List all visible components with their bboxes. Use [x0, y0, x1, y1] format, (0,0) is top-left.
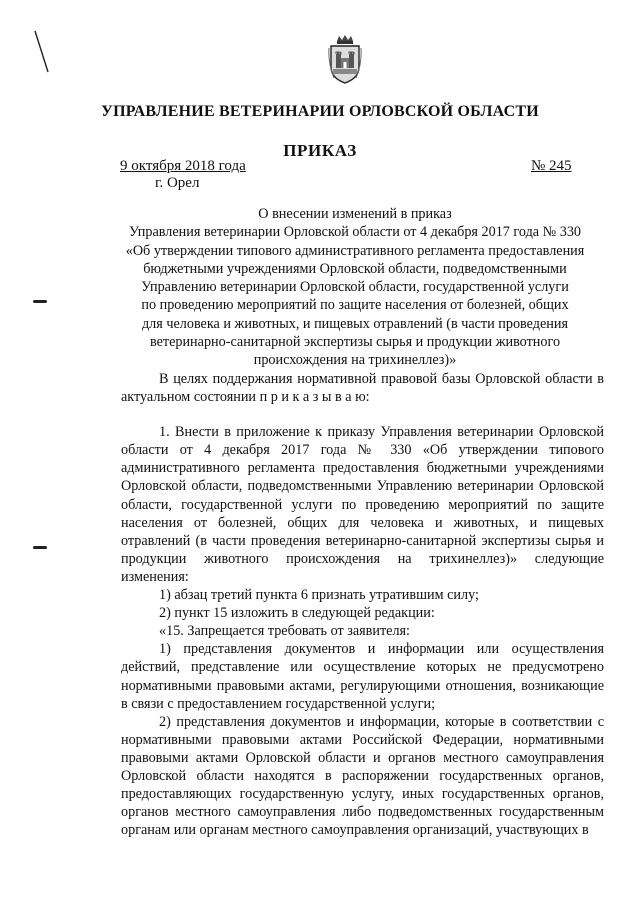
preamble-paragraph: В целях поддержания нормативной правовой базы Орловской области в актуальном состоянии п р и к а з ы в а ю: [121, 371, 604, 406]
subject-line: по проведению мероприятий по защите населения от болезней, общих [141, 297, 569, 314]
scan-mark-dash [33, 300, 47, 303]
document-subject [105, 205, 605, 370]
body-paragraph: 1) абзац третий пункта 6 признать утратившим силу; [159, 587, 479, 604]
subject-line: Управления ветеринарии Орловской области от 4 декабря 2017 года № 330 [128, 224, 582, 241]
document-number: № 245 [531, 158, 572, 174]
document-type: ПРИКАЗ [283, 141, 357, 160]
body-paragraph: 2) пункт 15 изложить в следующей редакции: [159, 605, 435, 622]
subject-line: «Об утверждении типового административного регламента предоставления [125, 242, 585, 259]
body-paragraph: 1) представления документов и информации или осуществления действий, представление или осуществление которых не предусмотрено нормативными правовыми актами, регулирующими отношения, возникающие в связи с предоставлением государственной услуги; [121, 641, 604, 712]
document-city: г. Орел [155, 175, 200, 191]
subject-line: для человека и животных, и пищевых отравлений (в части проведения [141, 315, 569, 332]
scan-mark-slash [34, 30, 50, 74]
document-body [121, 370, 604, 839]
subject-line: О внесении изменений в приказ [258, 206, 452, 222]
subject-line: бюджетными учреждениями Орловской области, подведомственными [143, 260, 567, 277]
subject-line: происхождения на трихинеллез)» [253, 352, 457, 369]
organization-title: УПРАВЛЕНИЕ ВЕТЕРИНАРИИ ОРЛОВСКОЙ ОБЛАСТИ [101, 103, 539, 120]
coat-of-arms-icon [328, 34, 362, 84]
body-paragraph: 1. Внести в приложение к приказу Управления ветеринарии Орловской области от 4 декабря 2017 года № 330 «Об утверждении типового административного регламента предоставления бюджетными учреждениями Орловской области, подведомственными Управлению ветеринарии Орловской области, государственной услуги по проведению мероприятий по защите населения от болезней, общих для человека и животных, и пищевых отравлений (в части проведения ветеринарно-санитарной экспертизы сырья и продукции животного происхождения на трихинеллез)» следующие изменения: [121, 424, 604, 585]
document-date: 9 октября 2018 года [120, 158, 246, 174]
body-paragraph: 2) представления документов и информации, которые в соответствии с нормативными правовыми актами Российской Федерации, нормативными правовыми актами Орловской области и органов местного самоуправления Орловской области находятся в распоряжении государственных органов, предоставляющих государственную услугу, иных государственных органов, органов местного самоуправления либо подведомственных государственным органам или органам местного самоуправления организаций, участвующих в [121, 713, 604, 839]
subject-line: ветеринарно-санитарной экспертизы сырья и продукции животного [149, 334, 561, 351]
subject-line: Управлению ветеринарии Орловской области, государственной услуги [141, 279, 569, 296]
body-paragraph: «15. Запрещается требовать от заявителя: [159, 623, 410, 640]
scan-mark-dash [33, 546, 47, 549]
